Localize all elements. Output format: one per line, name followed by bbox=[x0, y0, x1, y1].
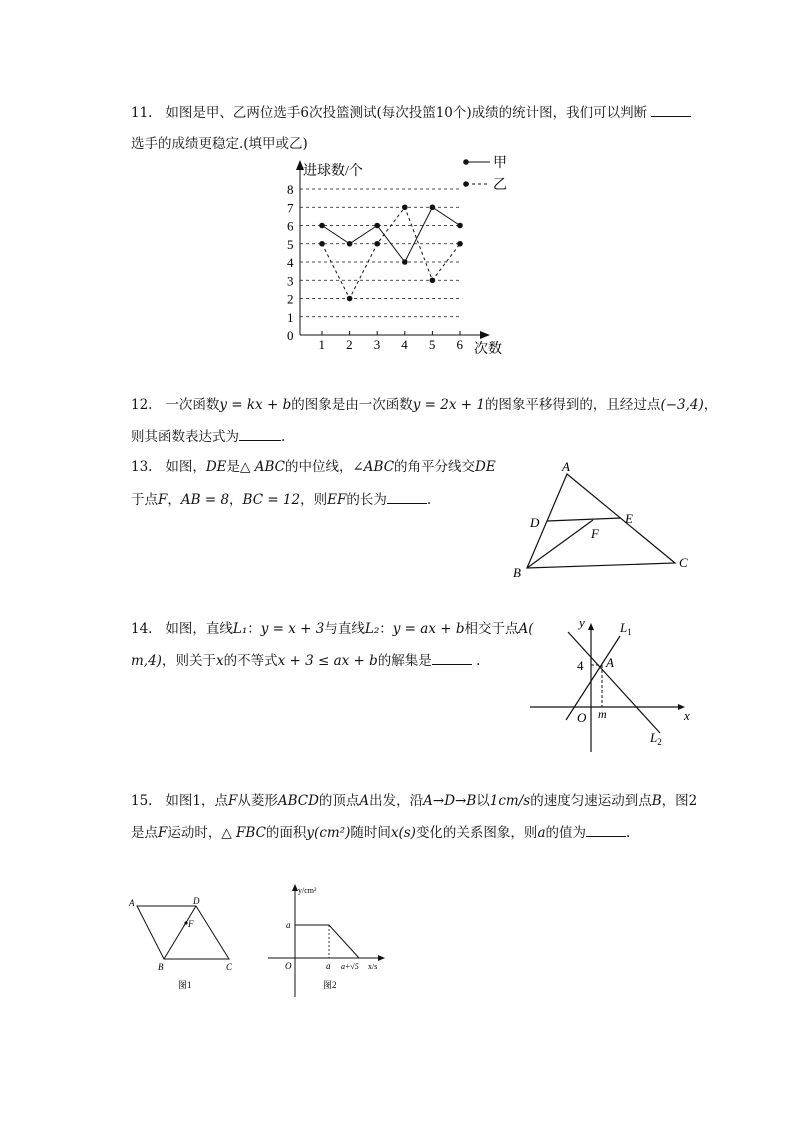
label-d: D bbox=[193, 896, 200, 906]
formula: y = 2x + 1 bbox=[412, 397, 485, 413]
question-text: 则其函数表达式为 bbox=[131, 429, 239, 445]
label-f: F bbox=[591, 526, 599, 541]
graph-line bbox=[295, 925, 359, 958]
question-text: 选手的成绩更稳定.(填甲或乙) bbox=[131, 136, 308, 152]
midline-de bbox=[547, 518, 621, 521]
question-text: 的角平分线交 bbox=[394, 459, 476, 475]
coordinate-figure bbox=[520, 612, 705, 757]
area-graph-figure bbox=[262, 880, 392, 1000]
figure-caption: 图1 bbox=[178, 980, 192, 990]
formula: y = kx + b bbox=[219, 397, 292, 413]
formula: m,4) bbox=[131, 653, 162, 669]
formula: △ ABC bbox=[240, 459, 285, 475]
answer-blank[interactable] bbox=[387, 489, 427, 504]
formula: ∠ABC bbox=[352, 459, 395, 475]
question-text: 如图， bbox=[165, 459, 206, 475]
label-b: B bbox=[158, 962, 164, 972]
x-tick-label: 5 bbox=[428, 337, 436, 352]
formula: y = x + 3 bbox=[260, 621, 325, 637]
x-axis-arrow bbox=[378, 955, 385, 961]
question-text: ， bbox=[167, 492, 181, 508]
label-c: C bbox=[679, 555, 688, 570]
diagonal-db bbox=[164, 906, 196, 959]
question-number: 15. bbox=[131, 793, 153, 809]
x-tick-label: 1 bbox=[318, 337, 325, 352]
label-a: A bbox=[606, 655, 614, 670]
formula: EF bbox=[327, 492, 347, 508]
x-axis-arrow bbox=[480, 331, 490, 339]
data-point bbox=[430, 204, 436, 210]
x-tick-label: 2 bbox=[346, 337, 353, 352]
label-d: D bbox=[530, 515, 540, 530]
question-text: 如图，直线 bbox=[165, 621, 233, 637]
question-text: ： bbox=[247, 621, 261, 637]
label-a: A bbox=[562, 459, 570, 474]
answer-blank[interactable] bbox=[239, 426, 281, 441]
series-line-2 bbox=[322, 207, 460, 298]
label-m: m bbox=[598, 707, 607, 721]
formula: BC = 12 bbox=[242, 492, 301, 508]
question-text: 的中位线， bbox=[284, 459, 353, 475]
y-tick-label: 4 bbox=[287, 255, 294, 270]
question-text: 的图象是由一次函数 bbox=[291, 397, 413, 413]
data-point bbox=[402, 204, 408, 210]
formula: AB = 8 bbox=[180, 492, 230, 508]
question-15-line1 bbox=[131, 791, 697, 811]
label-4: 4 bbox=[577, 658, 584, 673]
data-point bbox=[457, 241, 463, 247]
formula: L₂ bbox=[364, 621, 380, 637]
formula: B bbox=[651, 793, 662, 809]
data-point bbox=[347, 296, 353, 302]
formula: 1cm/s bbox=[489, 793, 531, 809]
question-text: ， bbox=[229, 492, 243, 508]
label-a-x: a bbox=[326, 961, 331, 971]
formula: y(cm²) bbox=[306, 825, 351, 841]
label-e: E bbox=[625, 511, 633, 526]
formula: x(s) bbox=[390, 825, 416, 841]
question-text: ， bbox=[703, 397, 718, 413]
data-point bbox=[319, 241, 325, 247]
label-b: B bbox=[513, 565, 521, 580]
label-y-axis: y/cm² bbox=[298, 886, 317, 895]
question-text: 如图是甲、乙两位选手6次投篮测试(每次投篮10个)成绩的统计图，我们可以判断 bbox=[165, 105, 648, 121]
question-13-line2 bbox=[131, 489, 431, 510]
x-tick-label: 6 bbox=[456, 337, 463, 352]
label-a-y: a bbox=[286, 920, 291, 930]
period: . bbox=[426, 492, 432, 508]
question-text: 的长为 bbox=[346, 492, 387, 508]
y-tick-label: 2 bbox=[287, 291, 294, 307]
question-text: 从菱形 bbox=[237, 793, 278, 809]
label-l1 bbox=[619, 620, 632, 637]
formula: ABCD bbox=[277, 793, 319, 809]
question-11-line1 bbox=[131, 102, 691, 123]
question-text: 以 bbox=[476, 793, 490, 809]
question-text: 的面积 bbox=[265, 825, 307, 841]
data-point bbox=[374, 223, 380, 229]
label-c: C bbox=[226, 962, 233, 972]
data-point bbox=[402, 259, 408, 265]
label-l1-letter: L bbox=[620, 620, 628, 635]
formula: x bbox=[215, 653, 224, 669]
label-l1-subscript: 1 bbox=[627, 627, 632, 637]
question-text: 是点 bbox=[131, 825, 158, 841]
period: . bbox=[476, 653, 481, 669]
legend-label: 乙 bbox=[493, 178, 507, 193]
question-text: 与直线 bbox=[324, 621, 365, 637]
label-y: y bbox=[579, 615, 585, 630]
formula: x + 3 ≤ ax + b bbox=[277, 653, 378, 669]
figure-caption: 图2 bbox=[323, 980, 337, 990]
question-text: ，图2 bbox=[661, 793, 698, 809]
period: . bbox=[626, 825, 631, 841]
question-text: 的解集是 bbox=[377, 653, 432, 669]
y-axis-label: 进球数/个 bbox=[303, 164, 363, 179]
formula: a bbox=[537, 825, 546, 841]
x-axis-label: 次数 bbox=[474, 342, 502, 357]
question-12-line1 bbox=[131, 395, 717, 415]
formula: F bbox=[227, 793, 238, 809]
formula: A→D→B bbox=[423, 793, 477, 809]
series-line-1 bbox=[322, 207, 460, 262]
y-tick-label: 3 bbox=[287, 273, 294, 289]
line-chart bbox=[270, 150, 530, 360]
label-x-axis: x/s bbox=[368, 962, 378, 971]
formula: A bbox=[359, 793, 370, 809]
question-text: 出发，沿 bbox=[369, 793, 424, 809]
question-text: 如图1，点 bbox=[165, 793, 228, 809]
formula: y = ax + b bbox=[392, 621, 465, 637]
question-text: ： bbox=[379, 621, 393, 637]
answer-blank[interactable] bbox=[432, 650, 472, 665]
data-point bbox=[430, 277, 436, 283]
formula: DE bbox=[475, 459, 496, 475]
question-text: 的顶点 bbox=[318, 793, 360, 809]
question-number: 12. bbox=[131, 397, 153, 413]
formula: (−3,4) bbox=[660, 397, 704, 413]
question-text: 相交于点 bbox=[464, 621, 519, 637]
question-15-line2 bbox=[131, 822, 630, 843]
question-text: 的图象平移得到的，且经过点 bbox=[484, 397, 661, 413]
rhombus-figure bbox=[125, 890, 245, 1000]
y-tick-label: 7 bbox=[287, 200, 294, 216]
y-tick-label: 6 bbox=[287, 218, 294, 234]
legend-label: 甲 bbox=[493, 156, 507, 171]
period: . bbox=[281, 429, 286, 445]
question-number: 13. bbox=[131, 459, 153, 475]
question-text: ，则关于 bbox=[161, 653, 216, 669]
label-a-sqrt5: a+√5 bbox=[341, 962, 359, 971]
answer-blank[interactable] bbox=[651, 102, 691, 117]
question-text: 运动时， bbox=[167, 825, 222, 841]
question-14-line2 bbox=[131, 650, 480, 671]
question-13-line1 bbox=[131, 457, 496, 477]
y-axis-arrow bbox=[588, 623, 594, 630]
data-point bbox=[374, 241, 380, 247]
label-o: O bbox=[285, 961, 292, 971]
question-text: 的不等式 bbox=[223, 653, 278, 669]
label-o: O bbox=[577, 710, 587, 725]
question-text: 的值为 bbox=[545, 825, 586, 841]
y-tick-label: 0 bbox=[287, 328, 294, 343]
x-tick-label: 4 bbox=[401, 337, 408, 352]
question-text: 的速度匀速运动到点 bbox=[530, 793, 652, 809]
question-number: 11. bbox=[131, 105, 153, 121]
formula: L₁ bbox=[232, 621, 248, 637]
question-text: 变化的关系图象，则 bbox=[415, 825, 538, 841]
formula: F bbox=[158, 825, 168, 841]
formula: △ FBC bbox=[221, 825, 266, 841]
question-text: ，则 bbox=[300, 492, 328, 508]
data-point bbox=[457, 223, 463, 229]
question-text: 随时间 bbox=[350, 825, 391, 841]
formula: A( bbox=[518, 621, 534, 637]
triangle-figure bbox=[500, 455, 700, 585]
label-a: A bbox=[129, 898, 135, 908]
y-tick-label: 5 bbox=[287, 236, 294, 252]
x-tick-label: 3 bbox=[373, 337, 381, 352]
rhombus-abcd bbox=[137, 906, 229, 959]
question-12-line2 bbox=[131, 426, 285, 447]
label-x: x bbox=[684, 708, 690, 723]
question-text: 一次函数 bbox=[165, 397, 220, 413]
formula: F bbox=[158, 492, 168, 508]
label-l2-letter: L bbox=[650, 730, 658, 745]
question-text: 是 bbox=[226, 459, 241, 475]
data-point bbox=[319, 223, 325, 229]
question-14-line1 bbox=[131, 619, 534, 639]
answer-blank[interactable] bbox=[586, 822, 626, 837]
question-number: 14. bbox=[131, 621, 153, 637]
y-tick-label: 8 bbox=[287, 182, 294, 197]
formula: DE bbox=[205, 459, 227, 475]
label-f: F bbox=[188, 919, 194, 929]
data-point bbox=[347, 241, 353, 247]
label-l2-subscript: 2 bbox=[657, 737, 662, 747]
question-text: 于点 bbox=[131, 492, 158, 508]
y-tick-label: 1 bbox=[287, 309, 294, 325]
